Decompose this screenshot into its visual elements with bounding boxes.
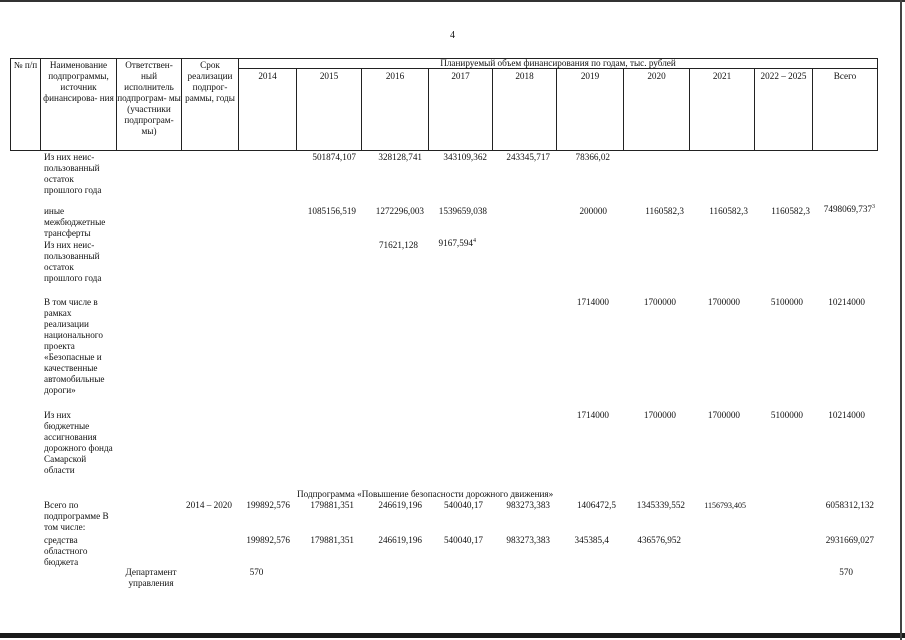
row8-2014: 570 <box>249 567 264 577</box>
year-2015: 2015 <box>319 71 339 81</box>
row6-total: 6058312,132 <box>825 500 874 510</box>
col-border <box>10 58 11 151</box>
row6-2020: 1345339,552 <box>636 500 685 510</box>
row4-2022: 5100000 <box>770 297 803 307</box>
row2-2022: 1160582,3 <box>771 206 810 216</box>
row6-2015: 179881,351 <box>310 500 354 510</box>
row7-2017: 540040,17 <box>443 535 483 545</box>
row6-2014: 199892,576 <box>246 500 290 510</box>
row5-2019: 1714000 <box>576 410 609 420</box>
row7-name: средства областного бюджета <box>44 535 88 567</box>
page-number: 4 <box>450 30 455 41</box>
row7-2016: 246619,196 <box>378 535 422 545</box>
row5-2022: 5100000 <box>770 410 803 420</box>
row1-2018: 243345,717 <box>506 152 550 162</box>
year-2020: 2020 <box>647 71 666 81</box>
row2-total-value: 7498069,737 <box>823 204 872 214</box>
row7-2020: 436576,952 <box>637 535 681 545</box>
row5-2021: 1700000 <box>707 410 740 420</box>
header-planned: Планируемый объем финансирования по годам, тыс. рублей <box>440 58 676 68</box>
row7-2019: 345385,4 <box>574 535 609 545</box>
scan-edge-bottom <box>0 633 905 638</box>
row5-2020: 1700000 <box>643 410 676 420</box>
col-border <box>40 58 41 151</box>
row5-name: Из них бюджетные ассигнования дорожного фонда Самарской области <box>44 410 113 475</box>
row3-2017-value: 9167,594 <box>438 238 473 248</box>
col-border <box>877 58 878 151</box>
header-bottom-border <box>10 150 877 151</box>
row6-name: Всего по подпрограмме В том числе: <box>44 500 109 532</box>
row2-2019: 200000 <box>579 206 607 216</box>
year-2016: 2016 <box>385 71 405 81</box>
row2-2021: 1160582,3 <box>709 206 748 216</box>
row6-2019: 1406472,5 <box>576 500 616 510</box>
row5-total: 10214000 <box>828 410 865 420</box>
row8-responsible: Департамент управления <box>125 567 177 588</box>
row2-2016: 1272296,003 <box>375 206 424 216</box>
scan-edge-top <box>0 0 905 2</box>
row3-name: Из них неис- пользованный остаток прошлого года <box>44 240 102 283</box>
row4-2020: 1700000 <box>643 297 676 307</box>
scan-edge-right <box>900 0 902 640</box>
year-2014: 2014 <box>258 71 277 81</box>
row6-term: 2014 – 2020 <box>186 500 232 510</box>
row2-2017: 1539659,038 <box>438 206 487 216</box>
subprogram-title: Подпрограмма «Повышение безопасности дорожного движения» <box>297 489 554 499</box>
row1-2017: 343109,362 <box>443 152 487 162</box>
year-2021: 2021 <box>712 71 732 81</box>
row2-2015: 1085156,519 <box>307 206 356 216</box>
header-num: № п/п <box>13 60 38 70</box>
row6-2017: 540040,17 <box>443 500 483 510</box>
row1-2016: 328128,741 <box>378 152 422 162</box>
row2-total-footnote: 3 <box>872 203 875 210</box>
row2-name: иные межбюджетные трансферты <box>44 206 106 238</box>
row6-2016: 246619,196 <box>378 500 422 510</box>
header-name: Наименование подпрограммы, источник финансирова- ния <box>43 60 114 103</box>
row6-2021: 1156793,405 <box>704 501 746 510</box>
year-2018: 2018 <box>515 71 534 81</box>
row3-2017-footnote: 4 <box>473 237 476 244</box>
row7-2015: 179881,351 <box>310 535 354 545</box>
row2-total <box>812 204 875 215</box>
year-2019: 2019 <box>580 71 600 81</box>
row4-name: В том числе в рамках реализации национального проекта «Безопасные и качественные автомобильные дороги» <box>44 297 105 395</box>
row7-2018: 983273,383 <box>506 535 550 545</box>
row4-total: 10214000 <box>828 297 865 307</box>
row8-total: 570 <box>839 567 853 577</box>
header-term: Срок реализации подпрог- раммы, годы <box>185 60 235 103</box>
row6-2018: 983273,383 <box>506 500 550 510</box>
header-responsible: Ответствен- ный исполнитель подпрограм- мы (участники подпрограм- мы) <box>117 60 181 136</box>
row1-name: Из них неис- пользованный остаток прошлого года <box>44 152 102 195</box>
row3-2016: 71621,128 <box>378 240 418 250</box>
year-total: Всего <box>833 71 857 81</box>
year-2022-2025: 2022 – 2025 <box>760 71 807 81</box>
year-2017: 2017 <box>451 71 470 81</box>
row4-2019: 1714000 <box>576 297 609 307</box>
row7-2014: 199892,576 <box>246 535 290 545</box>
row4-2021: 1700000 <box>707 297 740 307</box>
row7-total: 2931669,027 <box>825 535 874 545</box>
row3-2017 <box>428 238 476 249</box>
row1-2015: 501874,107 <box>312 152 356 162</box>
row1-2019: 78366,02 <box>575 152 610 162</box>
row2-2020: 1160582,3 <box>645 206 684 216</box>
